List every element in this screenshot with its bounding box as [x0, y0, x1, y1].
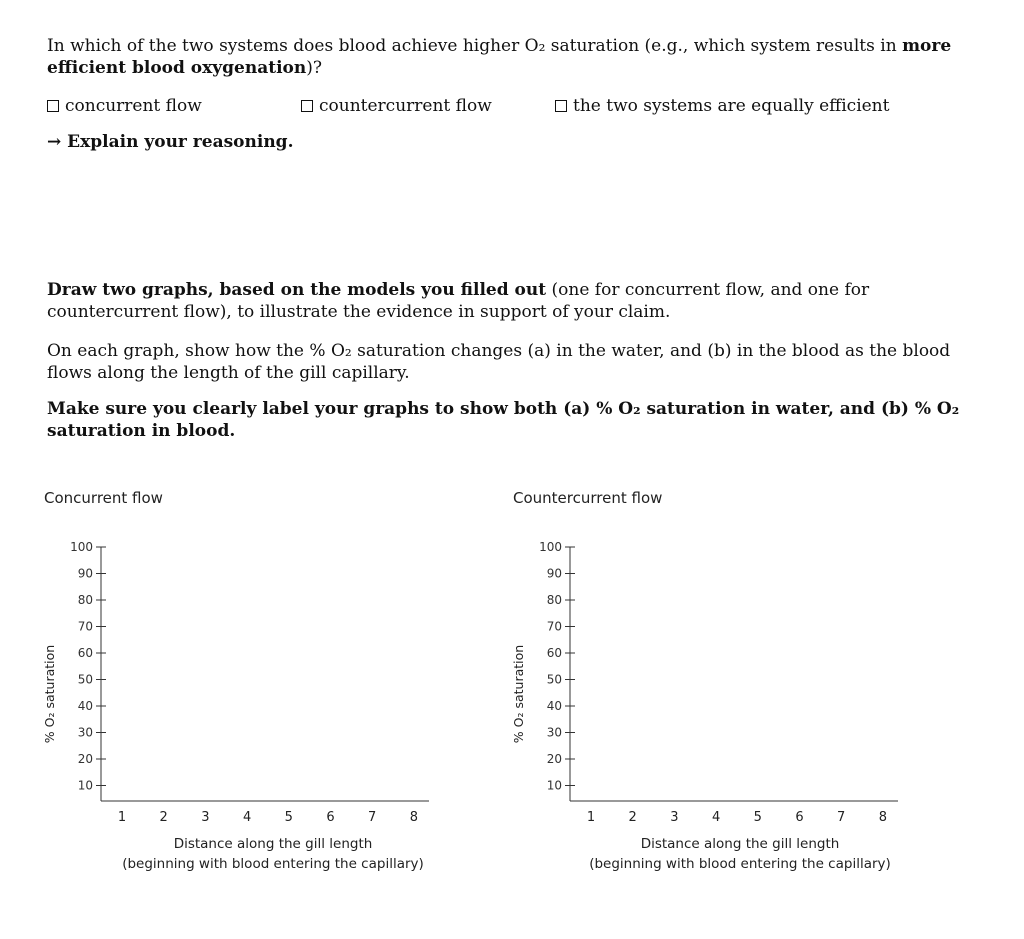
option-label: countercurrent flow: [319, 96, 492, 116]
countercurrent-x-axis-caption: [570, 834, 910, 874]
y-tick-label: 30: [546, 725, 562, 740]
x-tick-label: 7: [368, 810, 377, 825]
graph-instructions: On each graph, show how the % O₂ saturation changes (a) in the water, and (b) in the blood as the blood flows along the length of the gill capillary.: [47, 341, 951, 383]
y-tick-label: 60: [77, 646, 93, 660]
concurrent-flow-graph[interactable]: [40, 530, 440, 825]
x-tick-label: 5: [284, 810, 293, 825]
checkbox-icon[interactable]: [301, 100, 313, 112]
x-tick-label: 5: [753, 810, 762, 825]
option-equally-efficient[interactable]: [555, 95, 889, 117]
x-tick-label: 2: [159, 810, 168, 825]
question-tail: )?: [306, 58, 322, 78]
explain-prompt: → Explain your reasoning.: [47, 132, 294, 152]
x-tick-label: 7: [837, 810, 846, 825]
option-countercurrent-flow[interactable]: [301, 95, 492, 117]
x-axis-label: Distance along the gill length: [640, 836, 840, 852]
y-tick-label: 50: [77, 672, 93, 687]
y-tick-label: 50: [546, 672, 562, 687]
x-axis-sublabel: (beginning with blood entering the capillary): [122, 856, 424, 872]
y-tick-label: 100: [539, 540, 562, 554]
question-lead: In which of the two systems does blood achieve higher O₂ saturation (e.g., which system results in: [47, 36, 903, 56]
x-tick-label: 1: [586, 810, 596, 825]
x-axis-sublabel: (beginning with blood entering the capillary): [589, 856, 891, 872]
concurrent-graph-title: Concurrent flow: [44, 489, 163, 507]
y-tick-label: 80: [546, 593, 562, 607]
question-emphasis: more efficient blood oxygenation: [47, 36, 952, 78]
y-tick-label: 10: [546, 778, 562, 793]
y-tick-label: 70: [546, 619, 562, 634]
y-tick-label: 30: [77, 725, 93, 740]
y-tick-label: 90: [546, 566, 562, 581]
draw-instructions-rest: (one for concurrent flow, and one for countercurrent flow), to illustrate the evidence in support of your claim.: [47, 280, 870, 322]
y-tick-label: 20: [77, 752, 93, 766]
x-tick-label: 1: [117, 810, 127, 825]
y-tick-label: 40: [546, 699, 562, 713]
y-axis-label: % O₂ saturation: [42, 644, 57, 744]
label-note: Make sure you clearly label your graphs to show both (a) % O₂ saturation in water, and (b) % O₂ saturation in blood.: [47, 399, 960, 441]
x-tick-label: 3: [670, 810, 679, 825]
x-tick-label: 4: [242, 810, 252, 825]
question-text: [47, 35, 997, 79]
draw-instructions-bold: Draw two graphs, based on the models you filled out: [47, 280, 547, 300]
x-tick-label: 8: [878, 810, 888, 825]
checkbox-icon[interactable]: [47, 100, 59, 112]
y-axis-label: % O₂ saturation: [511, 644, 526, 744]
option-label: the two systems are equally efficient: [573, 96, 890, 116]
x-tick-label: 2: [628, 810, 637, 825]
x-tick-label: 6: [326, 810, 335, 825]
x-tick-label: 6: [795, 810, 804, 825]
y-tick-label: 80: [77, 593, 93, 607]
x-tick-label: 3: [201, 810, 210, 825]
x-tick-label: 4: [711, 810, 721, 825]
y-tick-label: 40: [77, 699, 93, 713]
countercurrent-flow-graph[interactable]: [509, 530, 909, 825]
y-tick-label: 60: [546, 646, 562, 660]
draw-instructions: [47, 279, 997, 323]
checkbox-icon[interactable]: [555, 100, 567, 112]
y-tick-label: 20: [546, 752, 562, 766]
x-axis-label: Distance along the gill length: [173, 836, 373, 852]
y-tick-label: 10: [77, 778, 93, 793]
option-concurrent-flow[interactable]: [47, 95, 202, 117]
y-tick-label: 70: [77, 619, 93, 634]
countercurrent-graph-title: Countercurrent flow: [513, 489, 663, 507]
option-label: concurrent flow: [65, 96, 202, 116]
x-tick-label: 8: [409, 810, 419, 825]
y-tick-label: 100: [70, 540, 93, 554]
concurrent-x-axis-caption: [103, 834, 443, 874]
y-tick-label: 90: [77, 566, 93, 581]
